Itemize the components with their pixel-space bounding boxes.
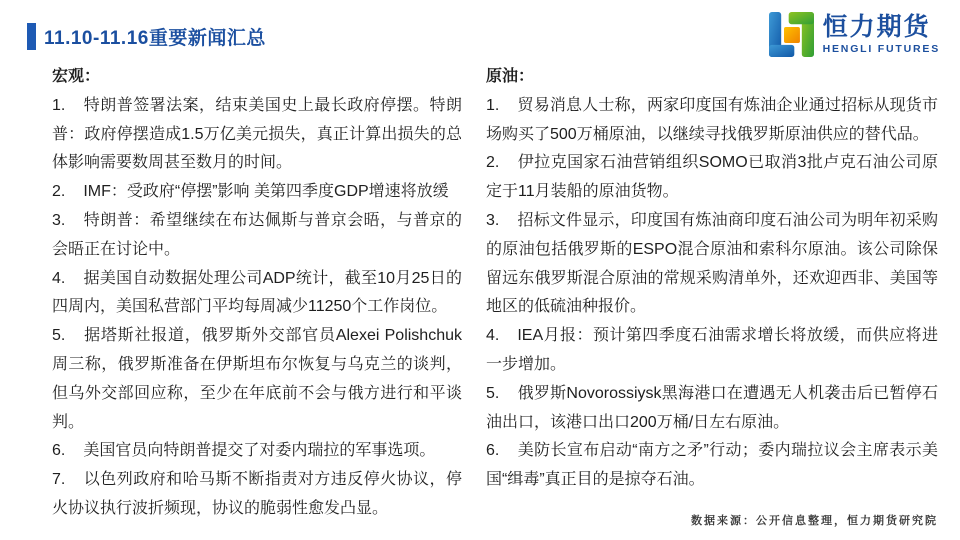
item-number: 2.: [52, 183, 66, 201]
hengli-logo-icon: [769, 12, 814, 57]
item-text: 据美国自动数据处理公司ADP统计，截至10月25日的四周内，美国私营部门平均每周减少11250个工作岗位。: [52, 269, 462, 316]
item-number: 5.: [486, 384, 500, 402]
title-accent-bar: [27, 23, 36, 50]
news-item: [52, 265, 462, 323]
item-number: 4.: [486, 327, 500, 345]
news-item: [486, 322, 938, 380]
item-number: 2.: [486, 154, 500, 172]
item-text: 招标文件显示，印度国有炼油商印度石油公司为明年初采购的原油包括俄罗斯的ESPO混合原油和索科尔原油。该公司除保留远东俄罗斯混合原油的常规采购清单外，还欢迎西非、美国等地区的低硫油种报价。: [486, 211, 938, 316]
news-item: [52, 437, 462, 466]
macro-heading: 宏观：: [52, 68, 101, 85]
item-number: 4.: [52, 269, 66, 287]
item-text: IMF：受政府“停摆”影响 美第四季度GDP增速将放缓: [83, 183, 449, 201]
item-text: 美国官员向特朗普提交了对委内瑞拉的军事选项。: [83, 442, 436, 460]
item-text: 据塔斯社报道，俄罗斯外交部官员Alexei Polishchuk周三称，俄罗斯准备在伊斯坦布尔恢复与乌克兰的谈判，但乌外交部回应称，至少在年底前不会与俄方进行和平谈判。: [52, 327, 462, 431]
item-text: 美防长宣布启动“南方之矛”行动；委内瑞拉议会主席表示美国“缉毒”真正目的是掠夺石油。: [486, 442, 938, 489]
macro-section: [52, 63, 462, 524]
news-item: [52, 178, 462, 207]
item-number: 7.: [52, 471, 66, 489]
item-text: 以色列政府和哈马斯不断指责对方违反停火协议，停火协议执行波折频现，协议的脆弱性愈发凸显。: [52, 471, 462, 517]
news-item: [486, 437, 938, 495]
news-columns: [0, 63, 960, 524]
data-source-note: 数据来源：公开信息整理，恒力期货研究院: [691, 515, 938, 527]
item-text: 特朗普：希望继续在布达佩斯与普京会晤，与普京的会晤正在讨论中。: [52, 211, 462, 258]
item-number: 6.: [486, 442, 500, 460]
header: [0, 0, 960, 62]
logo-text: [823, 14, 940, 54]
page-title: 11.10-11.16重要新闻汇总: [44, 28, 266, 49]
item-number: 6.: [52, 442, 66, 460]
title-row: [27, 23, 266, 50]
news-item: [486, 92, 938, 150]
news-item: [52, 207, 462, 265]
item-number: 5.: [52, 327, 66, 345]
item-number: 1.: [486, 96, 500, 114]
logo-name-en: HENGLI FUTURES: [822, 42, 940, 55]
news-item: [486, 149, 938, 207]
item-text: 贸易消息人士称，两家印度国有炼油企业通过招标从现货市场购买了500万桶原油，以继续寻找俄罗斯原油供应的替代品。: [486, 96, 938, 143]
news-item: [486, 207, 938, 322]
item-number: 3.: [486, 211, 500, 229]
item-number: 3.: [52, 211, 66, 229]
item-number: 1.: [52, 96, 66, 114]
crude-oil-heading: 原油：: [486, 68, 535, 85]
logo-name-cn: 恒力期货: [822, 13, 931, 42]
news-item: [486, 380, 938, 438]
crude-oil-section: [486, 63, 938, 524]
item-text: 俄罗斯Novorossiysk黑海港口在遭遇无人机袭击后已暂停石油出口，该港口出口200万桶/日左右原油。: [486, 384, 938, 431]
news-item: [52, 92, 462, 178]
news-item: [52, 466, 462, 524]
item-text: 特朗普签署法案，结束美国史上最长政府停摆。特朗普：政府停摆造成1.5万亿美元损失，真正计算出损失的总体影响需要数周甚至数月的时间。: [52, 96, 462, 172]
news-item: [52, 322, 462, 437]
item-text: 伊拉克国家石油营销组织SOMO已取消3批卢克石油公司原定于11月装船的原油货物。: [486, 154, 938, 201]
hengli-futures-logo: [769, 12, 940, 57]
item-text: IEA月报：预计第四季度石油需求增长将放缓，而供应将进一步增加。: [486, 327, 938, 373]
